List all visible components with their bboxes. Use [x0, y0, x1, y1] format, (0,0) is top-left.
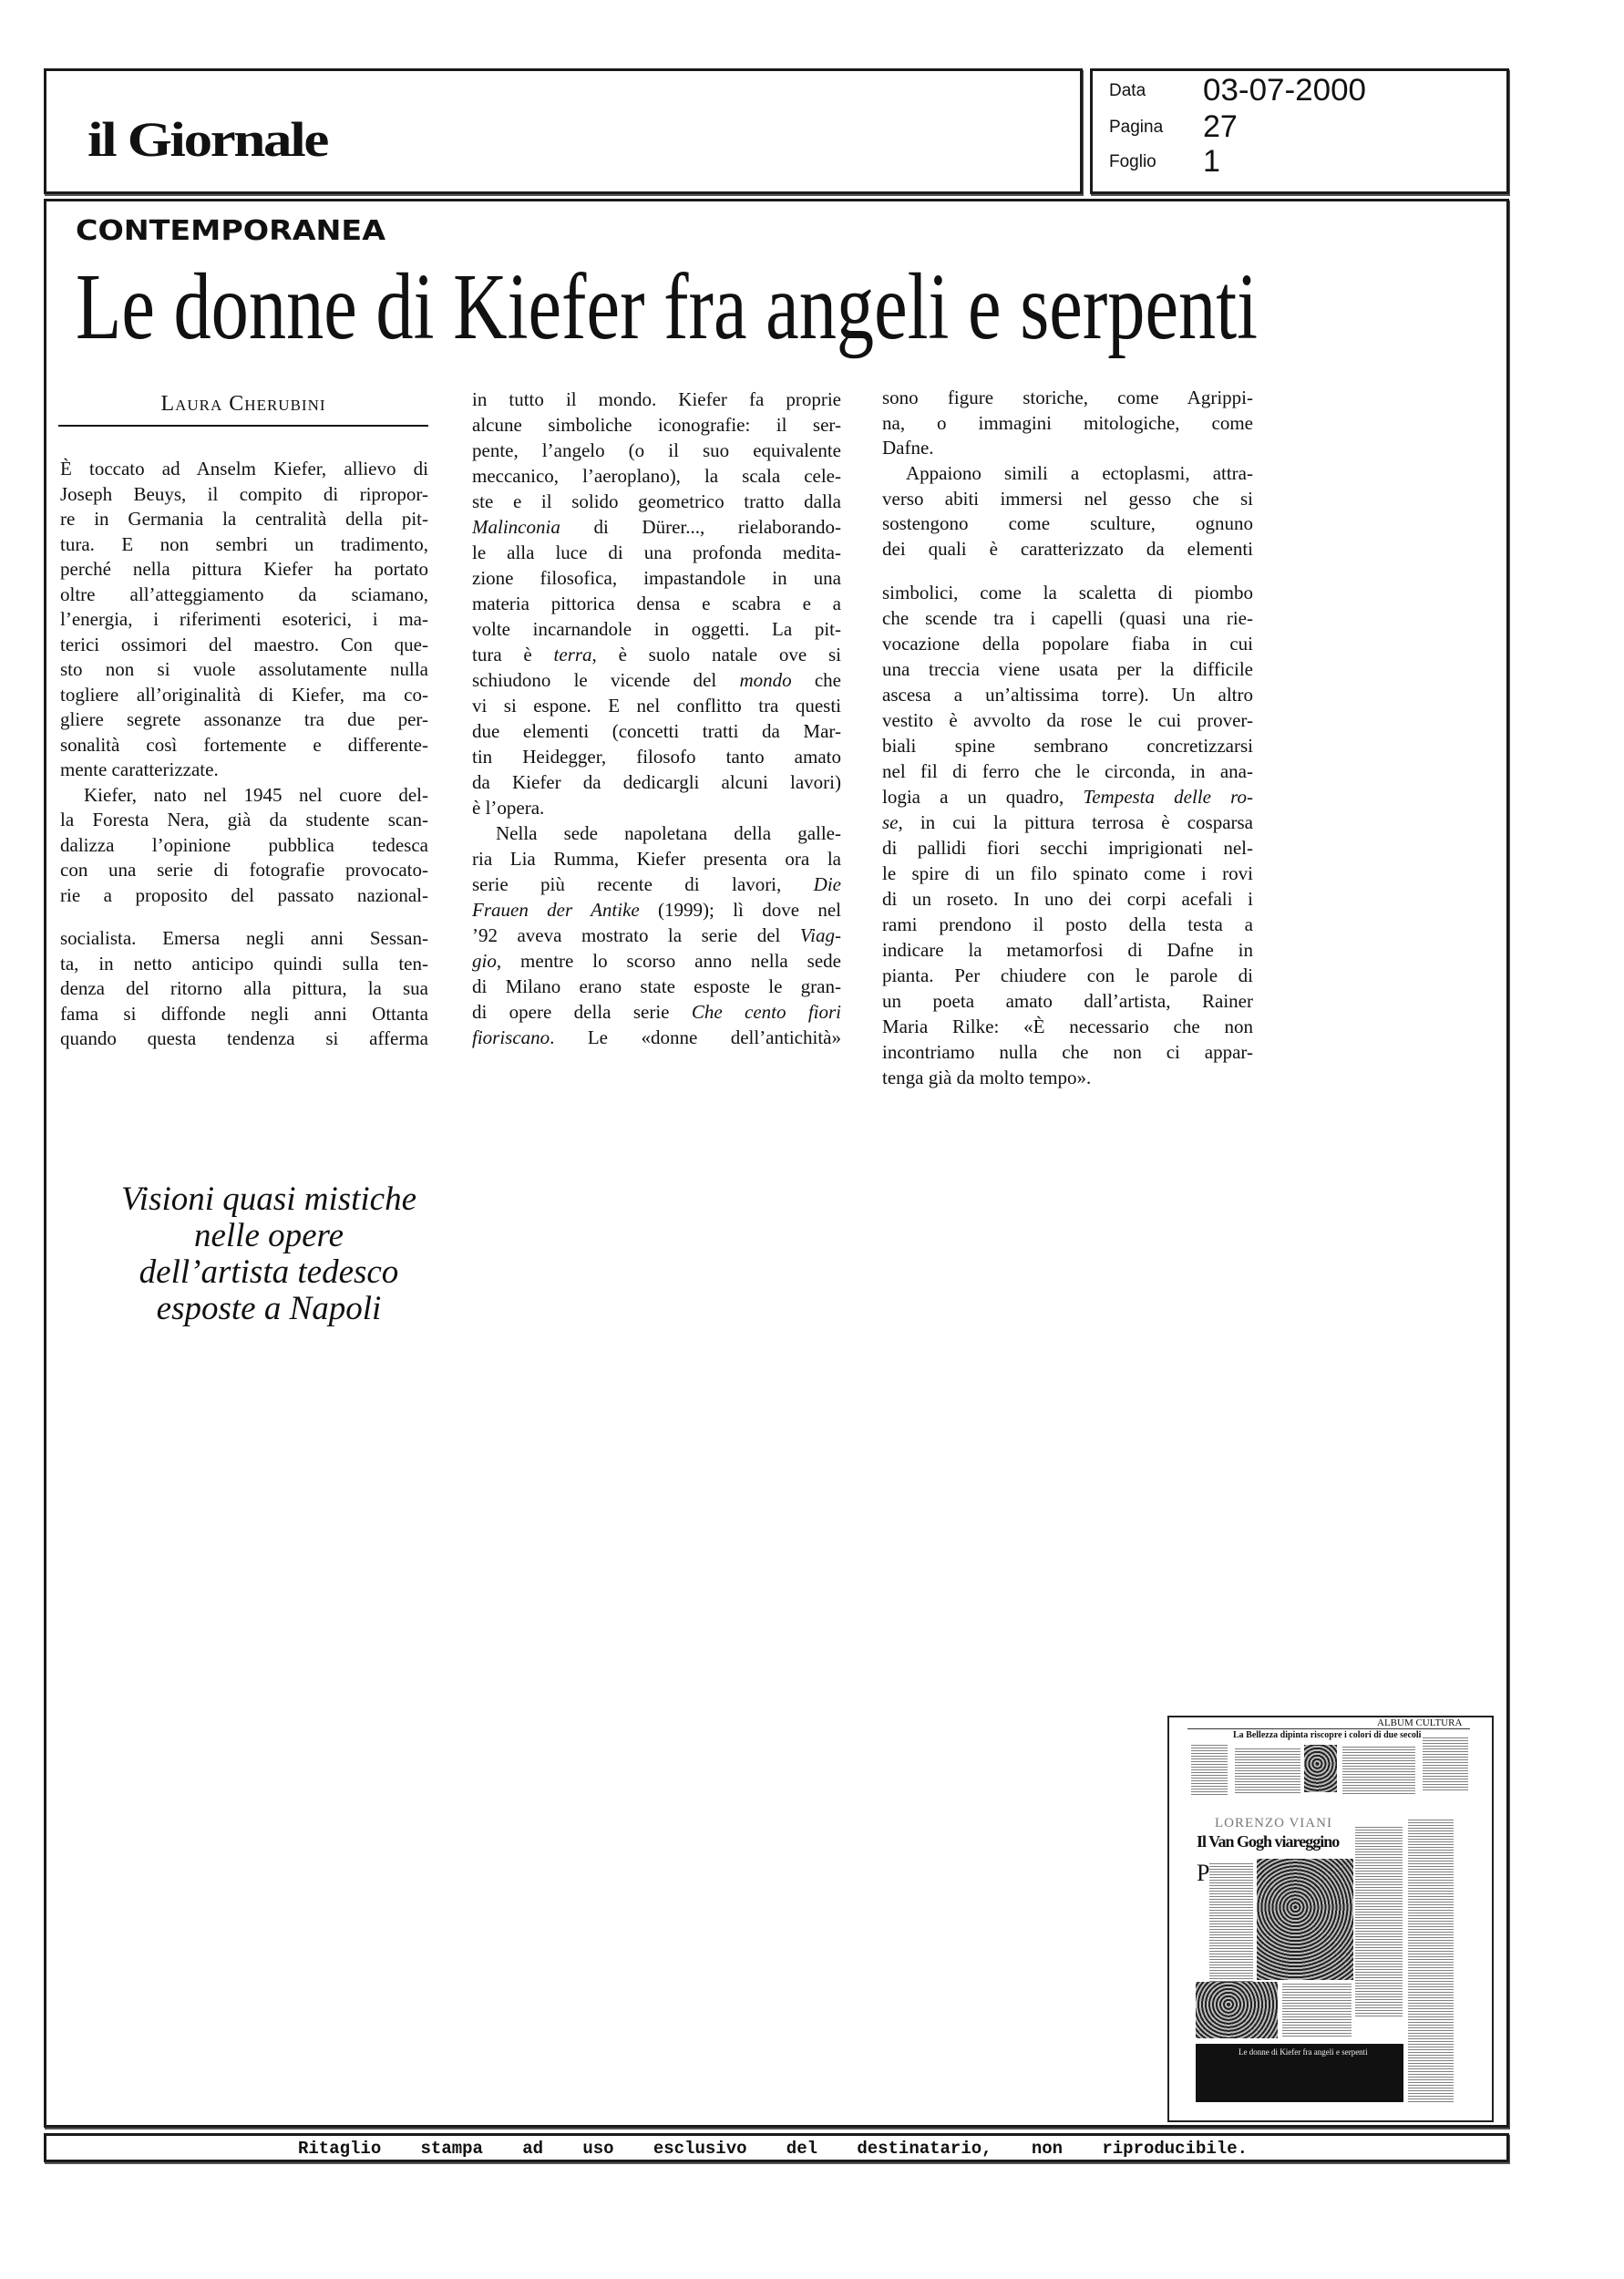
text-run: pente, l’angelo (o il suo equivalente [472, 439, 841, 461]
text-run: Dafne. [882, 437, 934, 459]
text-line [472, 387, 841, 412]
thumb-text-block [1423, 1738, 1468, 1792]
text-line [60, 507, 428, 532]
text-line [472, 795, 841, 820]
text-run: un poeta amato dall’artista, Rainer [882, 990, 1253, 1012]
text-run: le alla luce di una profonda medita- [472, 541, 841, 563]
text-run: da Kiefer da dedicargli alcuni lavori) [472, 771, 841, 793]
text-run: la Foresta Nera, già da studente scan- [60, 809, 428, 830]
text-run: schiudono le vicende del [472, 669, 740, 691]
text-line [60, 952, 428, 977]
text-run: terici ossimori del maestro. Con que- [60, 633, 428, 655]
text-line [60, 633, 428, 658]
text-run: con una serie di fotografie provocato- [60, 859, 428, 881]
italic-text-run: Viag- [799, 924, 841, 946]
text-line [882, 656, 1253, 682]
text-line [60, 1026, 428, 1052]
text-run: oltre all’atteggiamento da sciamano, [60, 583, 428, 605]
text-line [882, 784, 1253, 810]
text-run: di Milano erano state esposte le gran- [472, 975, 841, 997]
thumb-text-block [1355, 1827, 1403, 2018]
text-line [472, 489, 841, 514]
text-run: logia a un quadro, [882, 786, 1084, 808]
text-run: sto non si vuole assolutamente nulla [60, 658, 428, 680]
text-line [882, 386, 1253, 411]
text-line [472, 999, 841, 1025]
italic-text-run: Che cento fiori [691, 1001, 841, 1023]
thumb-photo [1196, 1982, 1278, 2038]
text-run: ’92 aveva mostrato la serie del [472, 924, 800, 946]
text-run: , mentre lo scorso anno nella sede [496, 950, 841, 972]
text-line [472, 540, 841, 565]
text-run: ascesa a un’altissima torre). Un altro [882, 684, 1253, 706]
text-line [60, 926, 428, 952]
text-run: le spire di un filo spinato come i rovi [882, 862, 1253, 884]
text-run: , in cui la pittura terrosa è cosparsa [898, 811, 1253, 833]
text-run: Nella sede napoletana della galle- [496, 822, 841, 844]
text-run: di opere della serie [472, 1001, 692, 1023]
text-line [882, 631, 1253, 656]
text-run: materia pittorica densa e scabra e a [472, 593, 841, 614]
text-line [882, 886, 1253, 912]
text-run: tin Heidegger, filosofo tanto amato [472, 746, 841, 768]
text-run: sono figure storiche, come Agrippi- [882, 387, 1253, 408]
text-line [472, 820, 841, 846]
text-line [882, 835, 1253, 861]
sheet-label: Foglio [1109, 152, 1156, 171]
text-line [882, 937, 1253, 963]
text-run: indicare la metamorfosi di Dafne in [882, 939, 1253, 961]
deck-line: Visioni quasi mistiche [120, 1181, 417, 1218]
text-run: Kiefer, nato nel 1945 nel cuore del- [84, 783, 428, 806]
text-line [882, 733, 1253, 758]
text-line [882, 810, 1253, 835]
text-block [882, 386, 1253, 562]
italic-text-run: gio [472, 950, 497, 972]
text-run: togliere all’originalità di Kiefer, ma co- [60, 683, 428, 706]
text-block [472, 387, 841, 1050]
text-line [472, 897, 841, 923]
italic-text-run: terra [553, 644, 592, 665]
italic-text-run: Malinconia [472, 516, 560, 538]
text-run: socialista. Emersa negli anni Sessan- [60, 927, 428, 949]
footer-notice: Ritaglio stampa ad uso esclusivo del destinatario, non riproducibile. [298, 2139, 1248, 2159]
thumb-text-block [1342, 1747, 1415, 1794]
text-line [882, 1014, 1253, 1039]
text-run: tenga già da molto tempo». [882, 1067, 1092, 1088]
text-line [472, 846, 841, 871]
text-line [472, 718, 841, 744]
thumb-drop-cap: P [1197, 1860, 1210, 1886]
thumb-photo [1304, 1745, 1337, 1792]
text-line [882, 461, 1253, 487]
text-line [60, 733, 428, 758]
text-run: di un roseto. In uno dei corpi acefali i [882, 888, 1253, 910]
deck-line: esposte a Napoli [156, 1290, 382, 1327]
text-line [60, 657, 428, 683]
article-headline: Le donne di Kiefer fra angeli e serpenti [76, 254, 1258, 359]
thumb-text-block [1282, 1984, 1352, 2038]
text-run: verso abiti immersi nel gesso che si [882, 487, 1253, 510]
text-run: rami prendono il posto della testa a [882, 913, 1253, 935]
page-value: 27 [1203, 109, 1238, 144]
article-deck [73, 1181, 465, 1327]
text-line [472, 463, 841, 489]
thumb-section: ALBUM CULTURA [1377, 1717, 1463, 1728]
text-run: vocazione della popolare fiaba in cui [882, 633, 1253, 655]
text-line [472, 591, 841, 616]
text-run: . Le «donne dell’antichità» [550, 1026, 841, 1048]
text-line [472, 693, 841, 718]
italic-text-run: Die [813, 873, 841, 895]
thumb-top-headline: La Bellezza dipinta riscopre i colori di due secoli [1233, 1730, 1422, 1740]
text-run: È toccato ad Anselm Kiefer, allievo di [60, 458, 428, 480]
italic-text-run: fioriscano [472, 1026, 550, 1048]
page-label: Pagina [1109, 118, 1164, 137]
byline: Laura Cherubini [160, 392, 326, 416]
text-run: alcune simboliche iconografie: il ser- [472, 414, 841, 436]
thumb-text-block [1235, 1748, 1300, 1794]
text-run: tura è [472, 644, 554, 665]
text-run: vestito è avvolto da rose le cui prover- [882, 709, 1253, 731]
text-run: rie a proposito del passato nazional- [60, 883, 428, 906]
text-line [60, 758, 428, 783]
text-run: che scende tra i capelli (quasi una rie- [882, 607, 1253, 629]
text-line [60, 532, 428, 558]
publication-logo: il Giornale [87, 112, 327, 167]
thumb-bottom-headline: Le donne di Kiefer fra angeli e serpenti [1239, 2047, 1368, 2057]
text-run: sonalità così fortemente e differente- [60, 733, 428, 756]
text-line [60, 557, 428, 583]
text-run: l’energia, i riferimenti esoterici, i ma- [60, 608, 428, 630]
text-line [472, 616, 841, 642]
text-run: ria Lia Rumma, Kiefer presenta ora la [472, 848, 841, 870]
text-line [882, 988, 1253, 1014]
text-run: in tutto il mondo. Kiefer fa proprie [472, 388, 841, 410]
text-run: quando questa tendenza si afferma [60, 1027, 428, 1049]
text-run: pianta. Per chiudere con le parole di [882, 964, 1253, 986]
text-run: che [791, 669, 841, 691]
text-run: incontriamo nulla che non ci appar- [882, 1041, 1253, 1063]
text-line [60, 976, 428, 1002]
sheet-value: 1 [1203, 144, 1220, 179]
section-label: CONTEMPORANEA [76, 215, 385, 247]
text-run: vi si espone. E nel conflitto tra questi [472, 695, 841, 717]
text-run: biali spine sembrano concretizzarsi [882, 735, 1253, 757]
text-run: due elementi (concetti tratti da Mar- [472, 720, 841, 742]
text-run: Appaiono simili a ectoplasmi, attra- [906, 462, 1253, 485]
text-run: meccanico, l’aeroplano), la scala cele- [472, 465, 841, 487]
page-thumbnail [1167, 1716, 1494, 2122]
text-line [60, 783, 428, 809]
text-line [60, 858, 428, 883]
thumb-photo [1257, 1859, 1353, 1980]
text-line [882, 436, 1253, 461]
text-line [60, 833, 428, 859]
text-run: , è suolo natale ove si [591, 644, 841, 665]
text-line [60, 1002, 428, 1027]
text-line [472, 565, 841, 591]
italic-text-run: Frauen der Antike [472, 899, 640, 921]
text-run: volte incarnandole in oggetti. La pit- [472, 618, 841, 640]
text-line [472, 948, 841, 974]
italic-text-run: Tempesta delle ro- [1083, 786, 1253, 808]
italic-text-run: se [882, 811, 899, 833]
text-line [60, 883, 428, 909]
text-line [882, 963, 1253, 988]
text-line [882, 487, 1253, 512]
text-line [472, 438, 841, 463]
text-run: una treccia viene usata per la difficile [882, 658, 1253, 680]
text-block [60, 457, 428, 908]
thumb-top-rule [1187, 1728, 1470, 1729]
text-line [60, 683, 428, 708]
text-run: è l’opera. [472, 797, 545, 819]
text-line [60, 457, 428, 482]
text-line [882, 682, 1253, 707]
text-line [882, 411, 1253, 437]
date-label: Data [1109, 81, 1146, 100]
text-run: sostengono come sculture, ognuno [882, 512, 1253, 535]
text-line [882, 511, 1253, 537]
text-block [60, 926, 428, 1052]
text-run: Joseph Beuys, il compito di ripropor- [60, 482, 428, 505]
byline-divider [58, 425, 428, 427]
thumb-text-block [1209, 1863, 1253, 1982]
text-line [882, 605, 1253, 631]
text-line [882, 912, 1253, 937]
text-line [472, 667, 841, 693]
text-run: denza del ritorno alla pittura, la sua [60, 977, 428, 999]
text-line [882, 707, 1253, 733]
text-line [472, 514, 841, 540]
thumb-text-block [1408, 1820, 1454, 2102]
text-run: di pallidi fiori secchi imprigionati nel- [882, 837, 1253, 859]
text-line [472, 871, 841, 897]
text-run: fama si diffonde negli anni Ottanta [60, 1002, 428, 1025]
text-run: perché nella pittura Kiefer ha portato [60, 558, 428, 580]
date-value: 03-07-2000 [1203, 73, 1366, 108]
thumb-text-block [1191, 1745, 1228, 1796]
text-run: nel fil di ferro che le circonda, in ana- [882, 760, 1253, 782]
text-line [882, 580, 1253, 605]
text-line [60, 707, 428, 733]
text-line [472, 744, 841, 769]
text-line [472, 642, 841, 667]
thumb-main-headline: Il Van Gogh viareggino [1197, 1832, 1340, 1851]
text-run: dei quali è caratterizzato da elementi [882, 538, 1253, 561]
text-line [882, 758, 1253, 784]
text-run: ste e il solido geometrico tratto dalla [472, 490, 841, 512]
text-run: mente caratterizzate. [60, 758, 219, 780]
text-block [882, 580, 1253, 1090]
text-line [882, 861, 1253, 886]
text-line [60, 583, 428, 608]
text-run: (1999); lì dove nel [639, 899, 841, 921]
text-line [60, 607, 428, 633]
italic-text-run: mondo [739, 669, 792, 691]
text-line [882, 537, 1253, 562]
text-line [60, 808, 428, 833]
text-run: simbolici, come la scaletta di piombo [882, 582, 1253, 603]
text-line [60, 482, 428, 508]
deck-line: dell’artista tedesco [139, 1253, 399, 1291]
text-run: tura. E non sembri un tradimento, [60, 532, 428, 555]
text-run: gliere segrete assonanze tra due per- [60, 708, 428, 730]
deck-line: nelle opere [193, 1217, 344, 1254]
text-line [882, 1039, 1253, 1065]
text-line [472, 1025, 841, 1050]
text-run: di Dürer..., rielaborando- [560, 516, 841, 538]
thumb-kicker: LORENZO VIANI [1215, 1816, 1332, 1830]
text-run: zione filosofica, impastandole in una [472, 567, 841, 589]
text-line [472, 923, 841, 948]
text-run: Maria Rilke: «È necessario che non [882, 1016, 1253, 1037]
text-run: ta, in netto anticipo quindi sulla ten- [60, 952, 428, 975]
text-line [472, 974, 841, 999]
text-line [472, 412, 841, 438]
text-run: serie più recente di lavori, [472, 873, 814, 895]
text-run: dalizza l’opinione pubblica tedesca [60, 833, 428, 856]
text-line [882, 1065, 1253, 1090]
text-run: re in Germania la centralità della pit- [60, 508, 428, 530]
text-line [472, 769, 841, 795]
text-run: na, o immagini mitologiche, come [882, 411, 1253, 434]
